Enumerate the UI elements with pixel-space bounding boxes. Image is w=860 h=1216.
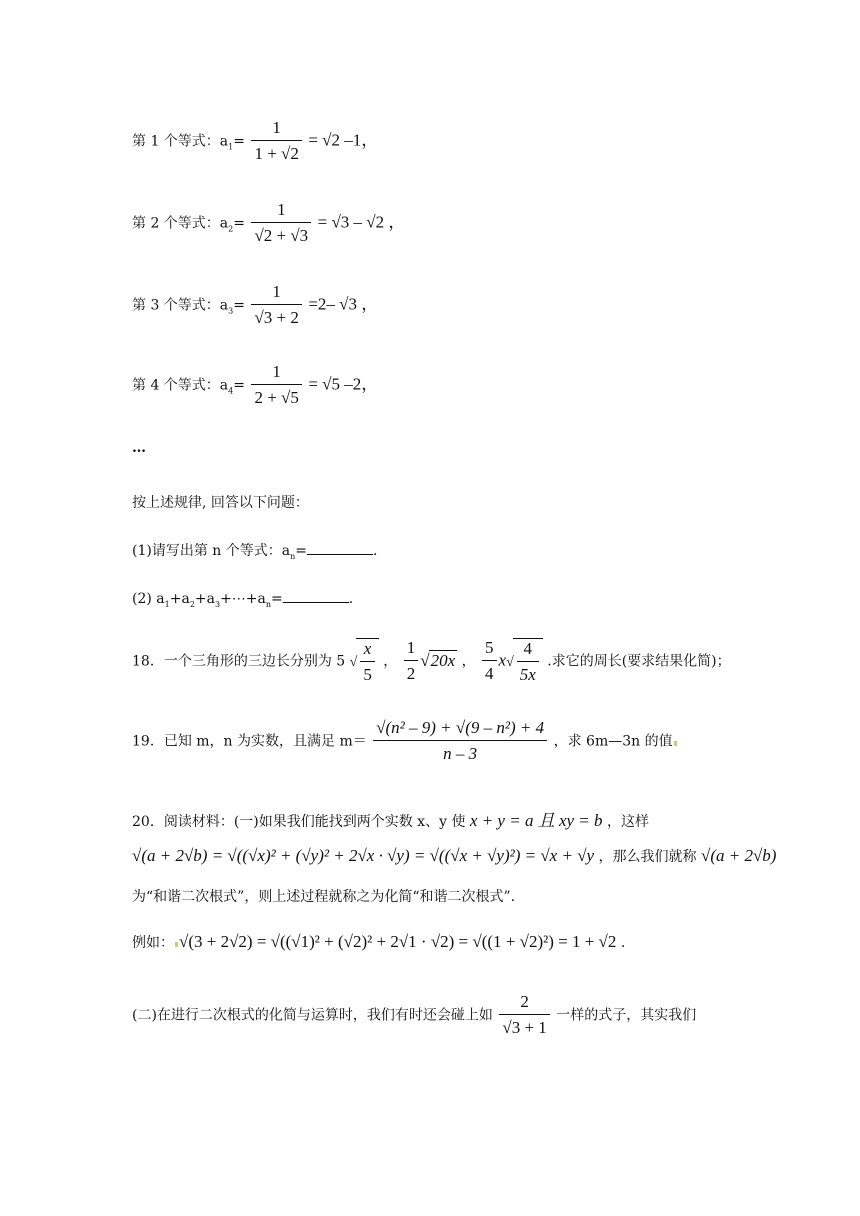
problem-20-derivation: √(a + 2√b) = √((√x)² + (√y)² + 2√x · √y) = √((√x + √y)²) = √x + √y	[132, 846, 595, 865]
separator: ，	[461, 653, 476, 670]
fraction-numerator: 1	[272, 282, 281, 301]
problem-18	[132, 638, 731, 686]
equation-1-subscript: 1	[228, 142, 234, 152]
equation-2	[132, 200, 405, 247]
question-2-term: +⋯+a	[220, 591, 266, 607]
equation-3-subscript: 3	[228, 306, 234, 316]
fraction-denominator: 5x	[517, 661, 539, 686]
example-derivation: √(3 + 2√2) = √((√1)² + (√2)² + 2√1 · √2) = √((1 + √2)²) = 1 + √2	[179, 932, 617, 951]
problem-20-lead: 20．阅读材料：(一)如果我们能找到两个实数 x、y 使	[132, 814, 466, 830]
problem-20-line1-tail: ，这样	[606, 814, 649, 830]
answer-blank-1[interactable]	[307, 540, 373, 555]
question-1-subscript: n	[290, 551, 296, 561]
problem-19-tail: ，求 6m—3n 的值	[553, 733, 673, 750]
fraction-numerator: 1	[277, 200, 286, 219]
problem-19	[132, 718, 678, 765]
editor-mark	[674, 741, 677, 746]
two-over-sqrt3-plus-1	[499, 992, 549, 1039]
problem-20-line-2	[132, 846, 776, 866]
fraction-numerator: 1	[406, 638, 416, 658]
fraction-numerator: x	[363, 639, 372, 658]
question-1	[132, 540, 377, 561]
fraction-denominator: √3 + 2	[251, 304, 301, 329]
equation-3	[132, 282, 378, 329]
separator: ，	[383, 653, 398, 670]
answer-blank-2[interactable]	[283, 588, 349, 603]
question-2-eq: =	[271, 591, 283, 607]
question-1-text: (1)请写出第 n 个等式：a	[132, 543, 291, 559]
equation-4-fraction	[251, 362, 301, 409]
fraction-denominator: 4	[482, 660, 497, 685]
equation-4	[132, 362, 378, 409]
half-fraction	[404, 638, 419, 685]
problem-18-tail: .求它的周长(要求结果化简)；	[547, 653, 731, 670]
fraction-numerator: 1	[272, 362, 281, 381]
fraction-numerator: 1	[272, 118, 281, 137]
equation-2-subscript: 2	[228, 224, 234, 234]
radicand: 20x	[430, 650, 456, 670]
equation-3-prefix: 第 3 个等式：a	[132, 297, 229, 314]
five-quarters-fraction	[482, 638, 497, 685]
problem-20-line5-lead: (二)在进行二次根式的化简与运算时，我们有时还会碰上如	[132, 1007, 493, 1024]
equation-1-rhs: = √2 –1，	[308, 130, 379, 150]
problem-20-condition: x + y = a 且 xy = b	[469, 811, 603, 830]
subscript: 3	[214, 599, 221, 609]
example-end: .	[620, 935, 626, 951]
problem-20-line2-tail: ，那么我们就称	[598, 849, 697, 865]
problem-19-lead: 19．已知 m，n 为实数，且满足 m＝	[132, 733, 367, 750]
fraction-denominator: 5	[360, 661, 375, 686]
fraction-numerator: 4	[523, 639, 533, 658]
question-1-end: .	[373, 543, 378, 559]
equation-1-prefix: 第 1 个等式：a	[132, 133, 229, 150]
problem-20-line-1	[132, 806, 649, 831]
question-2-term: +a	[169, 591, 190, 607]
question-2-term: +a	[194, 591, 215, 607]
equation-4-eqsign: =	[233, 377, 245, 394]
problem-19-fraction	[373, 718, 547, 765]
problem-20-line-3: 为“和谐二次根式”，则上述过程就称之为化简“和谐二次根式”.	[132, 889, 516, 905]
equation-1-eqsign: =	[233, 133, 245, 150]
ellipsis: …	[132, 440, 146, 456]
fraction-numerator: 5	[485, 638, 494, 658]
variable-x: x	[498, 650, 507, 670]
fraction-denominator: n – 3	[373, 740, 547, 765]
equation-3-rhs: =2– √3 ，	[308, 294, 379, 314]
problem-20-line-5	[132, 992, 696, 1039]
equation-4-subscript: 4	[228, 386, 234, 396]
question-2-text: (2) a	[132, 591, 165, 607]
radical-x-over-5: √ $\frac{x}{5}$	[350, 655, 379, 670]
instruction: 按上述规律, 回答以下问题：	[132, 495, 309, 511]
fraction-numerator: 2	[520, 992, 529, 1011]
editor-mark	[175, 942, 178, 947]
equation-2-eqsign: =	[233, 215, 245, 232]
equation-1	[132, 118, 378, 165]
subscript: 2	[189, 599, 195, 609]
equation-3-fraction	[251, 282, 301, 329]
equation-4-prefix: 第 4 个等式：a	[132, 377, 229, 394]
question-2-end: .	[348, 591, 354, 607]
problem-20-line5-tail: 一样的式子，其实我们	[556, 1007, 697, 1024]
question-2	[132, 588, 353, 609]
equation-1-fraction	[251, 118, 301, 165]
question-1-eq: =	[295, 543, 307, 559]
equation-4-rhs: = √5 –2，	[308, 374, 379, 394]
equation-3-eqsign: =	[233, 297, 245, 314]
problem-18-lead: 18．一个三角形的三边长分别为 5	[132, 653, 346, 670]
fraction-denominator: √3 + 1	[499, 1014, 549, 1039]
fraction-numerator: √(n² – 9) + √(9 – n²) + 4	[376, 718, 545, 737]
example-lead: 例如：	[132, 935, 174, 951]
fraction-denominator: √2 + √3	[251, 222, 311, 247]
fraction-denominator: 2	[404, 660, 419, 685]
fraction-denominator: 2 + √5	[251, 384, 301, 409]
equation-2-prefix: 第 2 个等式：a	[132, 215, 229, 232]
subscript: 1	[164, 599, 170, 609]
subscript: n	[265, 599, 272, 609]
fraction-denominator: 1 + √2	[251, 140, 301, 165]
radical-20x: √20x	[420, 650, 456, 670]
problem-20-radical: √(a + 2√b)	[700, 846, 777, 865]
equation-2-rhs: = √3 – √2 ，	[317, 212, 406, 232]
problem-20-example	[132, 932, 625, 952]
radical-4-over-5x: √ $\frac{4}{5x}$	[506, 655, 543, 670]
equation-2-fraction	[251, 200, 311, 247]
